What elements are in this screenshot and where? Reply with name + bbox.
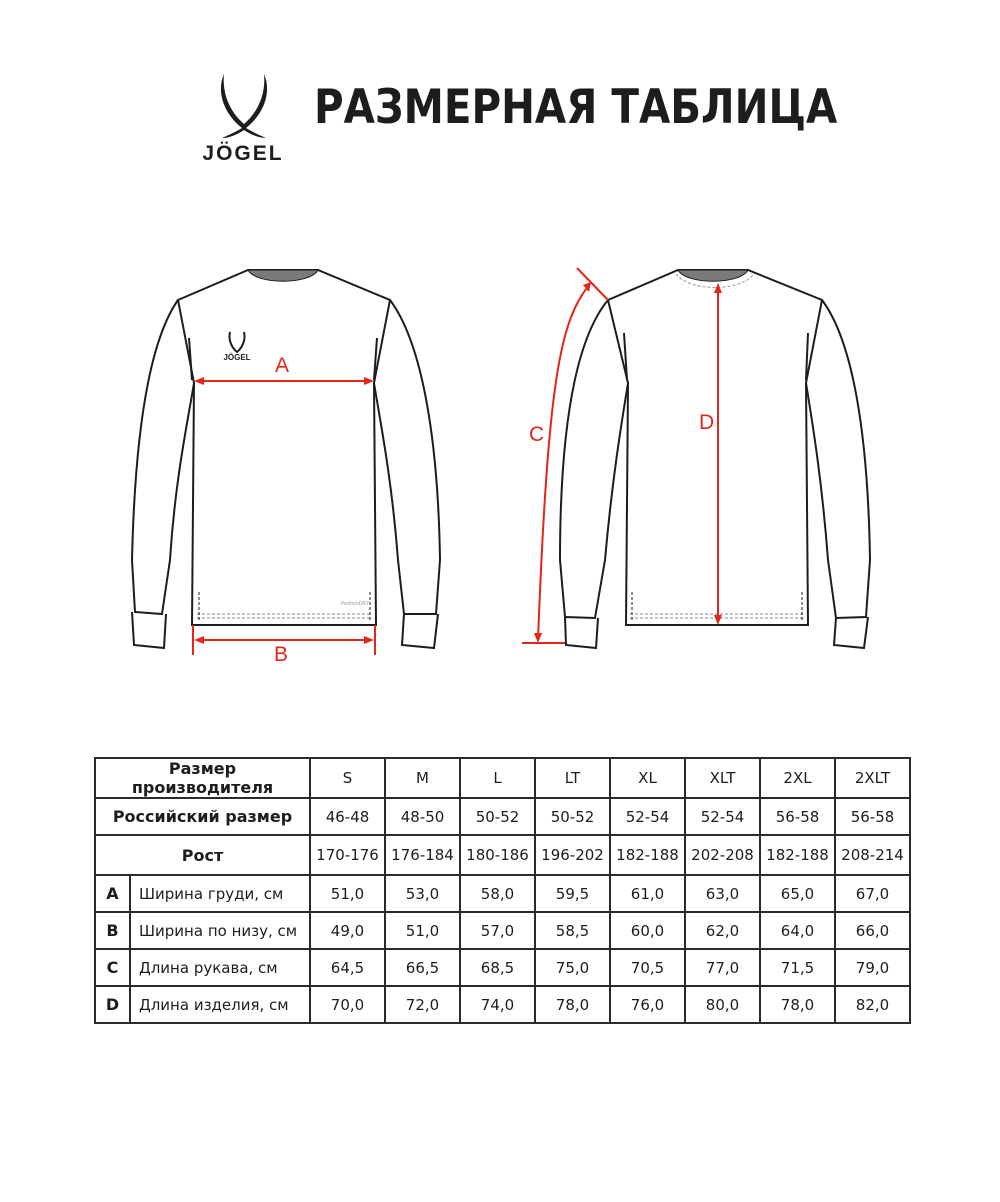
table-cell: 82,0 [835,986,910,1023]
front-view-sweatshirt [132,270,440,648]
table-cell: 49,0 [310,912,385,949]
row-label: Рост [95,835,310,875]
table-cell: 196-202 [535,835,610,875]
table-row-garment-length [95,986,910,1023]
table-cell: 170-176 [310,835,385,875]
measure-letter: C [95,949,130,986]
table-cell: 64,0 [760,912,835,949]
table-cell: 61,0 [610,875,685,912]
svg-text:JÖGEL: JÖGEL [223,353,251,362]
table-row-height [95,835,910,875]
dimension-label-a: A [275,354,290,377]
table-cell: 66,5 [385,949,460,986]
table-cell: 202-208 [685,835,760,875]
table-cell: 68,5 [460,949,535,986]
measure-label: Ширина груди, см [130,875,310,912]
size-table [94,757,911,1024]
brand-logo [194,72,294,167]
table-cell: 50-52 [535,798,610,835]
table-cell: 46-48 [310,798,385,835]
table-row-chest-width [95,875,910,912]
table-cell: 64,5 [310,949,385,986]
table-row-manufacturer-size [95,758,910,798]
measure-label: Длина изделия, см [130,986,310,1023]
table-cell: 58,0 [460,875,535,912]
dimension-label-d: D [699,411,715,434]
table-cell: 180-186 [460,835,535,875]
table-cell: 67,0 [835,875,910,912]
table-cell: 2XL [760,758,835,798]
table-row-hem-width [95,912,910,949]
header [0,0,1000,200]
table-cell: 70,5 [610,949,685,986]
table-cell: 70,0 [310,986,385,1023]
table-cell: 58,5 [535,912,610,949]
table-cell: 57,0 [460,912,535,949]
table-cell: 51,0 [385,912,460,949]
measure-label: Длина рукава, см [130,949,310,986]
table-cell: 48-50 [385,798,460,835]
table-cell: 72,0 [385,986,460,1023]
jogel-emblem-icon [194,72,294,142]
table-cell: 78,0 [535,986,610,1023]
table-cell: 63,0 [685,875,760,912]
table-cell: XLT [685,758,760,798]
table-cell: XL [610,758,685,798]
row-label: Размер производителя [95,758,310,798]
table-row-sleeve-length [95,949,910,986]
row-label: Российский размер [95,798,310,835]
table-cell: 66,0 [835,912,910,949]
table-cell: S [310,758,385,798]
table-cell: 75,0 [535,949,610,986]
table-cell: 62,0 [685,912,760,949]
table-cell: 56-58 [760,798,835,835]
table-cell: 182-188 [760,835,835,875]
measure-letter: A [95,875,130,912]
table-cell: 182-188 [610,835,685,875]
table-cell: 56-58 [835,798,910,835]
table-cell: 208-214 [835,835,910,875]
table-cell: M [385,758,460,798]
table-cell: 71,5 [760,949,835,986]
table-cell: 80,0 [685,986,760,1023]
table-cell: 76,0 [610,986,685,1023]
page-title: РАЗМЕРНАЯ ТАБЛИЦА [314,80,838,135]
measure-label: Ширина по низу, см [130,912,310,949]
table-cell: 60,0 [610,912,685,949]
garment-diagram [0,250,1000,680]
table-cell: 2XLT [835,758,910,798]
table-cell: 78,0 [760,986,835,1023]
table-cell: 74,0 [460,986,535,1023]
dimension-c [522,268,608,643]
table-cell: 65,0 [760,875,835,912]
table-cell: 59,5 [535,875,610,912]
measure-letter: D [95,986,130,1023]
table-cell: 52-54 [685,798,760,835]
brand-wordmark: JÖGEL [202,142,284,165]
table-cell: L [460,758,535,798]
dimension-label-c: C [529,423,545,446]
svg-text:PerformDRY: PerformDRY [340,601,370,607]
table-cell: 176-184 [385,835,460,875]
table-cell: 53,0 [385,875,460,912]
table-cell: 51,0 [310,875,385,912]
table-cell: LT [535,758,610,798]
back-view-sweatshirt [560,270,870,648]
table-cell: 77,0 [685,949,760,986]
measure-letter: B [95,912,130,949]
dimension-label-b: B [274,643,289,666]
table-cell: 52-54 [610,798,685,835]
table-cell: 79,0 [835,949,910,986]
table-row-russian-size [95,798,910,835]
table-cell: 50-52 [460,798,535,835]
